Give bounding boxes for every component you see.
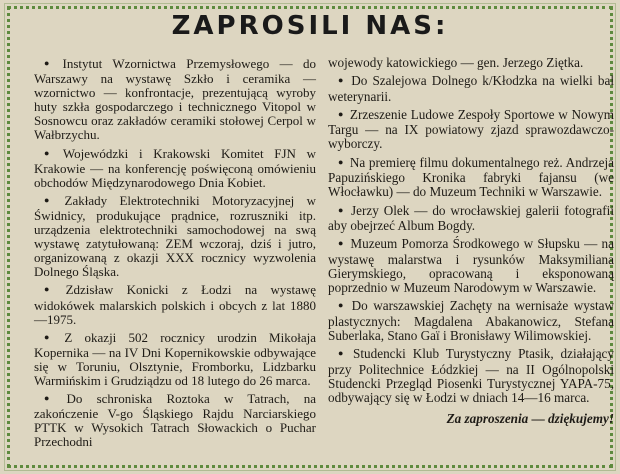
right-column <box>328 56 614 430</box>
list-item: ● Do Szalejowa Dolnego k/Kłodzka na wielki bal weterynarii. <box>328 74 614 104</box>
list-item: ● Zdzisław Konicki z Łodzi na wystawę widokówek malarskich polskich i obcych z lat 1880—1975. <box>34 283 316 326</box>
list-item: ● Jerzy Olek — do wrocławskiej galerii fotografii aby obejrzeć Album Bogdy. <box>328 204 614 234</box>
closing-line: Za zaproszenia — dziękujemy! <box>446 410 614 426</box>
list-item: ● Do schroniska Roztoka w Tatrach, na zakończenie V-go Śląskiego Rajdu Narciarskiego PTTK w Wysokich Tatrach Słowackich o Puchar Przechodni <box>34 392 316 449</box>
list-item-continuation: wojewody katowickiego — gen. Jerzego Ziętka. <box>328 55 584 70</box>
decorative-border <box>7 6 613 468</box>
list-item: ● Studencki Klub Turystyczny Ptasik, działający przy Politechnice Łódzkiej — na II Ogólnopolski Studencki Przegląd Piosenki Turystycznej YAPA-75, odbywający się w Łodzi w dniach 14—16 marca. <box>328 347 614 405</box>
list-item: ● Muzeum Pomorza Środkowego w Słupsku — na wystawę malarstwa i rysunków Maksymiliana Gierymskiego, opracowaną i eksponowaną poprzednio w Muzeum Narodowym w Warszawie. <box>328 237 614 295</box>
list-item: ● Zrzeszenie Ludowe Zespoły Sportowe w Nowym Targu — na IX powiatowy zjazd sprawozdawczo-wyborczy. <box>328 108 614 152</box>
list-item: ● Do warszawskiej Zachęty na wernisaże wystaw plastycznych: Magdalena Abakanowicz, Stefana Suberlaka, Stano Gaï i Bronisławy Wilimowskiej. <box>328 299 614 343</box>
list-item: ● Na premierę filmu dokumentalnego reż. Andrzeja Papuzińskiego Kronika fabryki fajansu (we Włocławku) — do Muzeum Techniki w Warszawie. <box>328 156 614 200</box>
list-item: ● Instytut Wzornictwa Przemysłowego — do Warszawy na wystawę Szkło i ceramika — wzornictwo — konfrontacje, prezentującą wyroby huty szkła gospodarczego i technicznego Vitopol w Sosnowcu oraz zakładów ceramiki stołowej Cerpol w Wałbrzychu. <box>34 57 316 143</box>
list-item: ● Z okazji 502 rocznicy urodzin Mikołaja Kopernika — na IV Dni Kopernikowskie odbywające się w Toruniu, Olsztynie, Fromborku, Lidzbarku Warmińskim i Grudziądzu od 18 lutego do 26 marca. <box>34 331 316 388</box>
list-item: ● Zakłady Elektrotechniki Motoryzacyjnej w Świdnicy, produkujące prądnice, rozruszniki itp. urządzenia elektrotechniki samochodowej na swą wystawę zatytułowaną: ZEM wczoraj, dziś i jutro, organizowaną z okazji XXX rocznicy wyzwolenia Dolnego Śląska. <box>34 194 316 280</box>
list-item: ● Wojewódzki i Krakowski Komitet FJN w Krakowie — na konferencję poświęconą omówieniu obchodów Międzynarodowego Dnia Kobiet. <box>34 147 316 190</box>
article-title: ZAPROSILI NAS: <box>171 11 449 41</box>
left-column <box>34 57 316 453</box>
